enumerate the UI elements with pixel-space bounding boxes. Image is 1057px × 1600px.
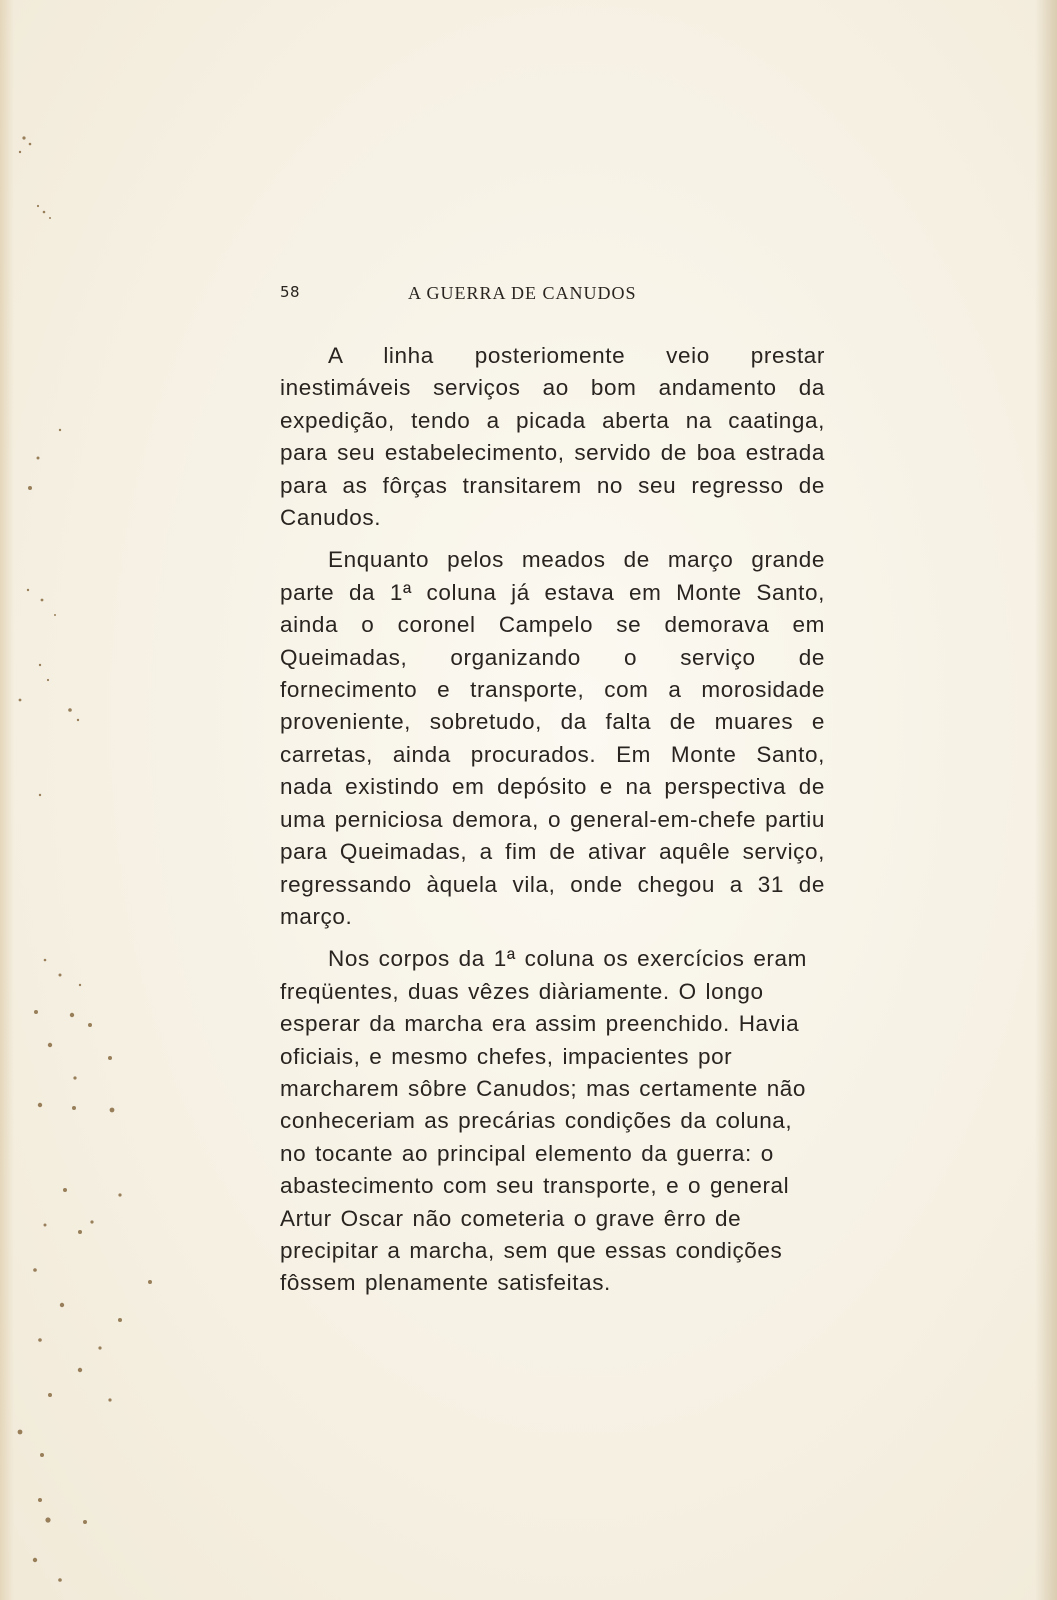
running-title: A GUERRA DE CANUDOS	[408, 283, 637, 303]
foxing-stains	[0, 0, 260, 1600]
paragraph-1: A linha posteriomente veio prestar inestimáveis serviços ao bom andamento da expedição, tendo a picada aberta na caatinga, para seu estabelecimento, servido de boa estrada para as fôrças transitarem no seu regresso de Canudos.	[280, 343, 825, 531]
body-text	[280, 340, 825, 1310]
paragraph-2: Enquanto pelos meados de março grande parte da 1ª coluna já estava em Monte Santo, ainda o coronel Campelo se demorava em Queimadas, organizando o serviço de fornecimento e transporte, com a morosidade proveniente, sobretudo, da falta de muares e carretas, ainda procurados. Em Monte Santo, nada existindo em depósito e na perspectiva de uma perniciosa demora, o general-em-chefe partiu para Queimadas, a fim de ativar aquêle serviço, regressando àquela vila, onde chegou a 31 de março.	[280, 547, 825, 929]
running-header	[280, 283, 800, 307]
page-right-edge-shadow	[1035, 0, 1057, 1600]
paragraph-3: Nos corpos da 1ª coluna os exercícios eram freqüentes, duas vêzes diàriamente. O longo esperar da marcha era assim preenchido. Havia oficiais, e mesmo chefes, impacientes por marcharem sôbre Canudos; mas certamente não conheceriam as precárias condições da coluna, no tocante ao principal elemento da guerra: o abastecimento com seu transporte, e o general Artur Oscar não cometeria o grave êrro de precipitar a marcha, sem que essas condições fôssem plenamente satisfeitas.	[280, 946, 807, 1296]
page-number: 58	[280, 283, 301, 301]
